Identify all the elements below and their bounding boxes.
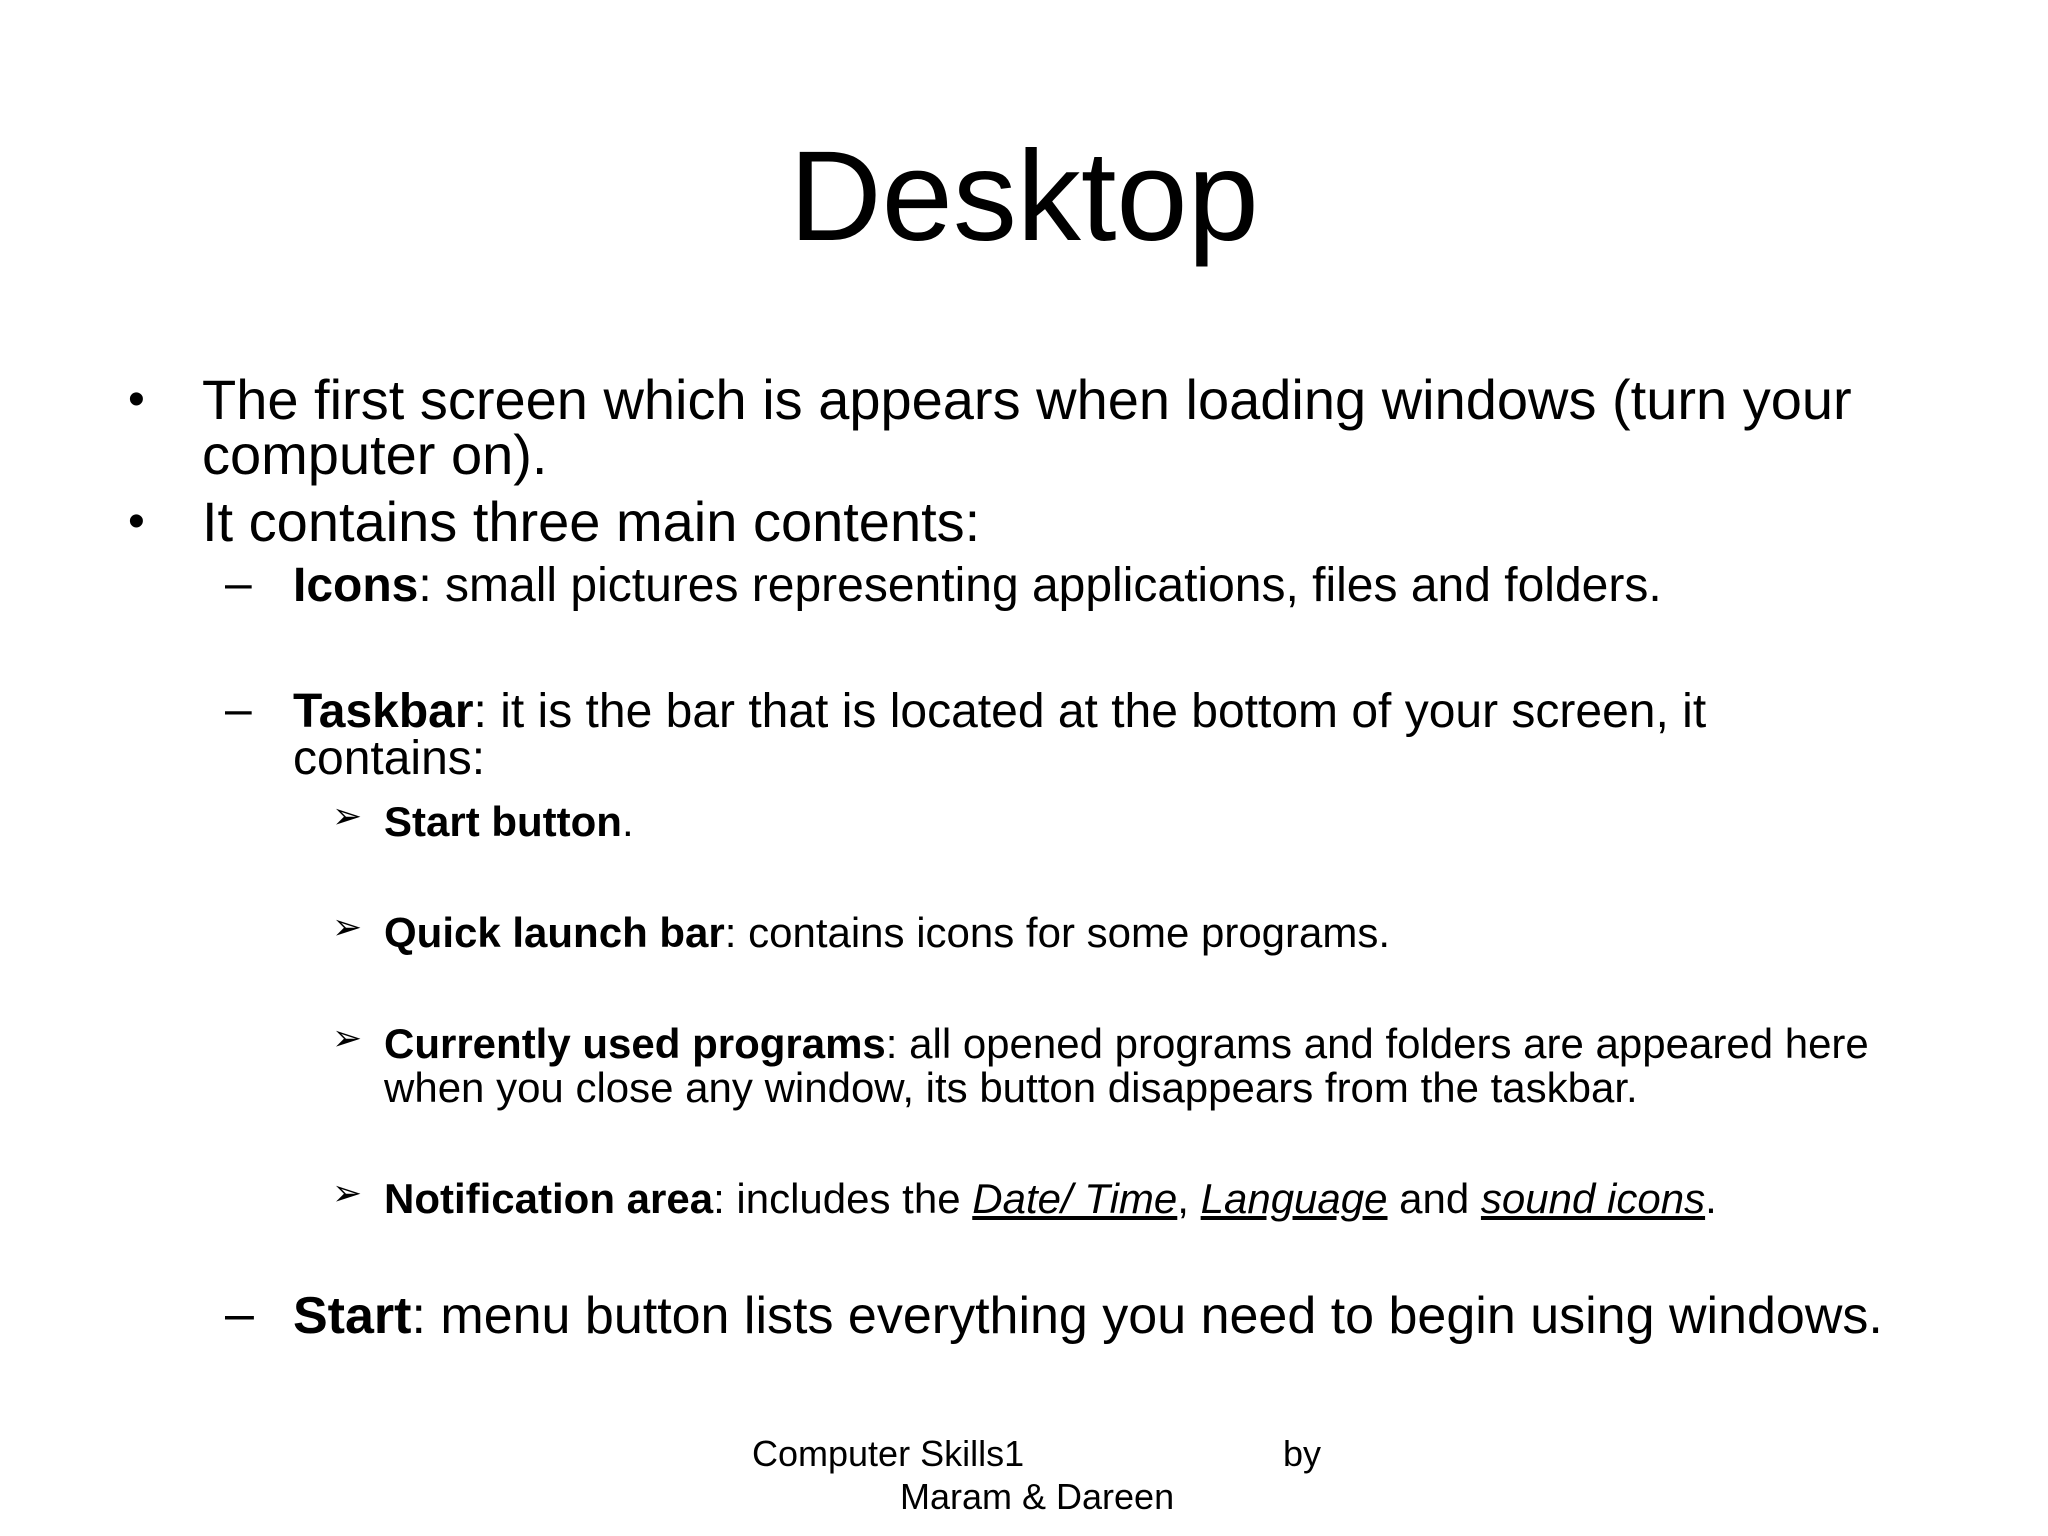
sub-item-icons: [225, 557, 1913, 612]
bullet-first-screen: [128, 368, 1922, 486]
taskbar-item-text: .: [621, 798, 634, 845]
taskbar-item-current-programs: [332, 1017, 1924, 1111]
bullet-marker: •: [128, 373, 145, 426]
term-start: Start: [293, 1287, 412, 1345]
term-icons: Icons: [293, 559, 419, 612]
taskbar-item-text: : includes the: [713, 1175, 973, 1222]
link-date-time: Date/ Time: [972, 1175, 1178, 1222]
dash-marker: –: [225, 557, 252, 610]
slide-title: Desktop: [789, 125, 1259, 268]
dash-marker: –: [225, 1285, 254, 1343]
term-current-programs: Currently used programs: [384, 1020, 886, 1067]
term-notification-area: Notification area: [384, 1175, 714, 1222]
taskbar-item-text: : contains icons for some programs.: [724, 909, 1391, 956]
arrow-marker: ➢: [332, 906, 363, 947]
taskbar-item-quick-launch: [332, 906, 1924, 956]
footer-by: by: [1283, 1433, 1322, 1474]
bullet-three-contents: [128, 490, 1922, 553]
arrow-marker: ➢: [332, 795, 363, 836]
arrow-marker: ➢: [332, 1172, 363, 1213]
bullet-text: The first screen which is appears when loading windows (turn your computer on).: [202, 368, 1852, 486]
link-sound-icons: sound icons: [1480, 1175, 1706, 1222]
end-text: .: [1705, 1175, 1717, 1222]
footer-course: Computer Skills1: [752, 1433, 1025, 1474]
sub-item-text: : menu button lists everything you need to begin using windows.: [411, 1287, 1883, 1345]
separator-text: and: [1387, 1175, 1481, 1222]
sub-item-taskbar: [225, 683, 1873, 785]
dash-marker: –: [225, 683, 252, 736]
taskbar-item-text: : all opened programs and folders are appeared here when you close any window, its button disappears from the taskbar.: [384, 1020, 1869, 1111]
sub-item-text: : small pictures representing applications, files and folders.: [418, 559, 1662, 612]
link-language: Language: [1200, 1175, 1388, 1222]
term-quick-launch: Quick launch bar: [384, 909, 725, 956]
bullet-marker: •: [128, 495, 145, 548]
term-taskbar: Taskbar: [293, 685, 474, 738]
bullet-text: It contains three main contents:: [202, 490, 981, 553]
taskbar-item-notification-area: [332, 1172, 1944, 1222]
sub-item-text: : it is the bar that is located at the bottom of your screen, it contains:: [293, 685, 1707, 785]
arrow-marker: ➢: [332, 1017, 363, 1058]
footer-authors: Maram & Dareen: [900, 1476, 1175, 1517]
taskbar-item-start-button: [332, 795, 1924, 845]
term-start-button: Start button: [384, 798, 622, 845]
sub-item-start: [225, 1285, 1953, 1345]
separator-text: ,: [1177, 1175, 1201, 1222]
